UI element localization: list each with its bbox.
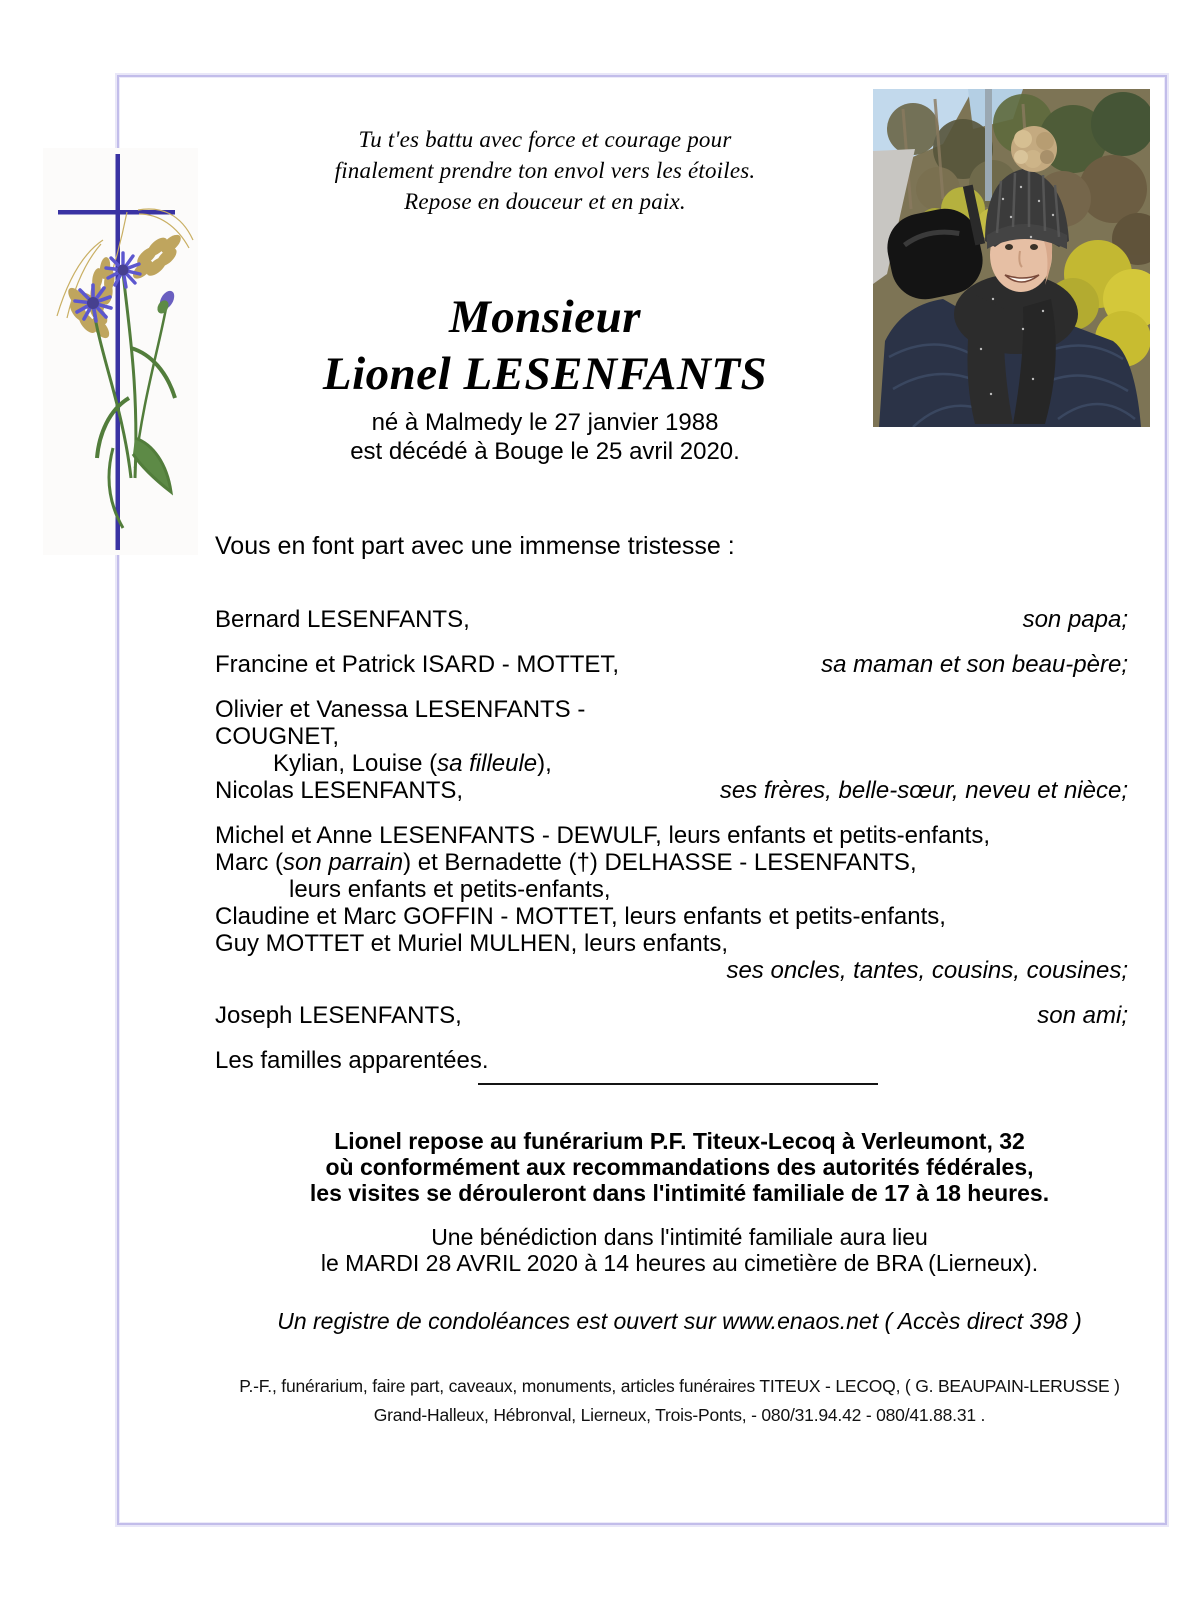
cross-flowers-artwork [43,148,198,555]
separator-line [478,1083,878,1085]
benediction-line: Une bénédiction dans l'intimité familiale aura lieu [431,1224,928,1250]
family-names: Francine et Patrick ISARD - MOTTET, [215,651,620,678]
benediction-line: le MARDI 28 AVRIL 2020 à 14 heures au cimetière de BRA (Lierneux). [320,1250,1039,1276]
family-role: sa maman et son beau-père; [821,651,1128,678]
family-names: Nicolas LESENFANTS, [215,777,464,804]
footer-line: Grand-Halleux, Hébronval, Lierneux, Trois-Ponts, - 080/31.94.42 - 080/41.88.31 . [373,1405,986,1425]
family-role: son papa; [1022,606,1128,633]
family-names: leurs enfants et petits-enfants, [289,876,611,903]
family-role: son ami; [1037,1002,1128,1029]
family-role: ses oncles, tantes, cousins, cousines; [726,957,1128,984]
family-entry [215,696,1128,804]
civility-title: Monsieur [448,291,642,343]
family-entry [215,1002,1128,1029]
repose-line: où conformément aux recommandations des autorités fédérales, [325,1154,1034,1180]
family-names: Olivier et Vanessa LESENFANTS - COUGNET, [215,696,586,750]
deceased-title-block [200,289,890,466]
repose-line: les visites se dérouleront dans l'intimité familiale de 17 à 18 heures. [309,1180,1050,1206]
repose-notice [222,1128,1137,1206]
benediction-notice [222,1224,1137,1276]
family-names: Kylian, Louise (sa filleule), [273,750,552,777]
quote-line: finalement prendre ton envol vers les étoiles. [334,158,756,183]
family-entry [215,1047,1128,1074]
family-names: Marc (son parrain) et Bernadette (†) DELHASSE - LESENFANTS, [215,849,917,876]
opening-quote [200,124,890,217]
death-line: est décédé à Bouge le 25 avril 2020. [350,438,740,465]
footer-line: P.-F., funérarium, faire part, caveaux, monuments, articles funéraires TITEUX - LECOQ, ( G. BEAUPAIN-LERUSSE ) [239,1376,1120,1396]
quote-line: Tu t'es battu avec force et courage pour [358,127,732,152]
quote-line: Repose en douceur et en paix. [404,189,686,214]
family-entry [215,651,1128,678]
family-names: Les familles apparentées. [215,1047,489,1074]
announcement-intro: Vous en font part avec une immense tristesse : [215,532,735,560]
family-role: ses frères, belle-sœur, neveu et nièce; [719,777,1128,804]
cross-icon [43,148,198,555]
family-names: Michel et Anne LESENFANTS - DEWULF, leurs enfants et petits-enfants, [215,822,990,849]
family-names: Joseph LESENFANTS, [215,1002,462,1029]
family-list [215,606,1128,1092]
birth-line: né à Malmedy le 27 janvier 1988 [371,409,719,436]
condolence-register-notice: Un registre de condoléances est ouvert sur www.enaos.net ( Accès direct 398 ) [277,1308,1082,1334]
funeral-home-footer [222,1372,1137,1430]
repose-line: Lionel repose au funérarium P.F. Titeux-Lecoq à Verleumont, 32 [334,1128,1025,1154]
family-names: Bernard LESENFANTS, [215,606,470,633]
family-entry [215,606,1128,633]
deceased-name: Lionel LESENFANTS [322,348,768,400]
portrait-photo [873,89,1150,427]
family-names: Guy MOTTET et Muriel MULHEN, leurs enfants, [215,930,729,957]
portrait-photo-image [873,89,1150,427]
family-names: Claudine et Marc GOFFIN - MOTTET, leurs enfants et petits-enfants, [215,903,946,930]
family-entry [215,822,1128,984]
